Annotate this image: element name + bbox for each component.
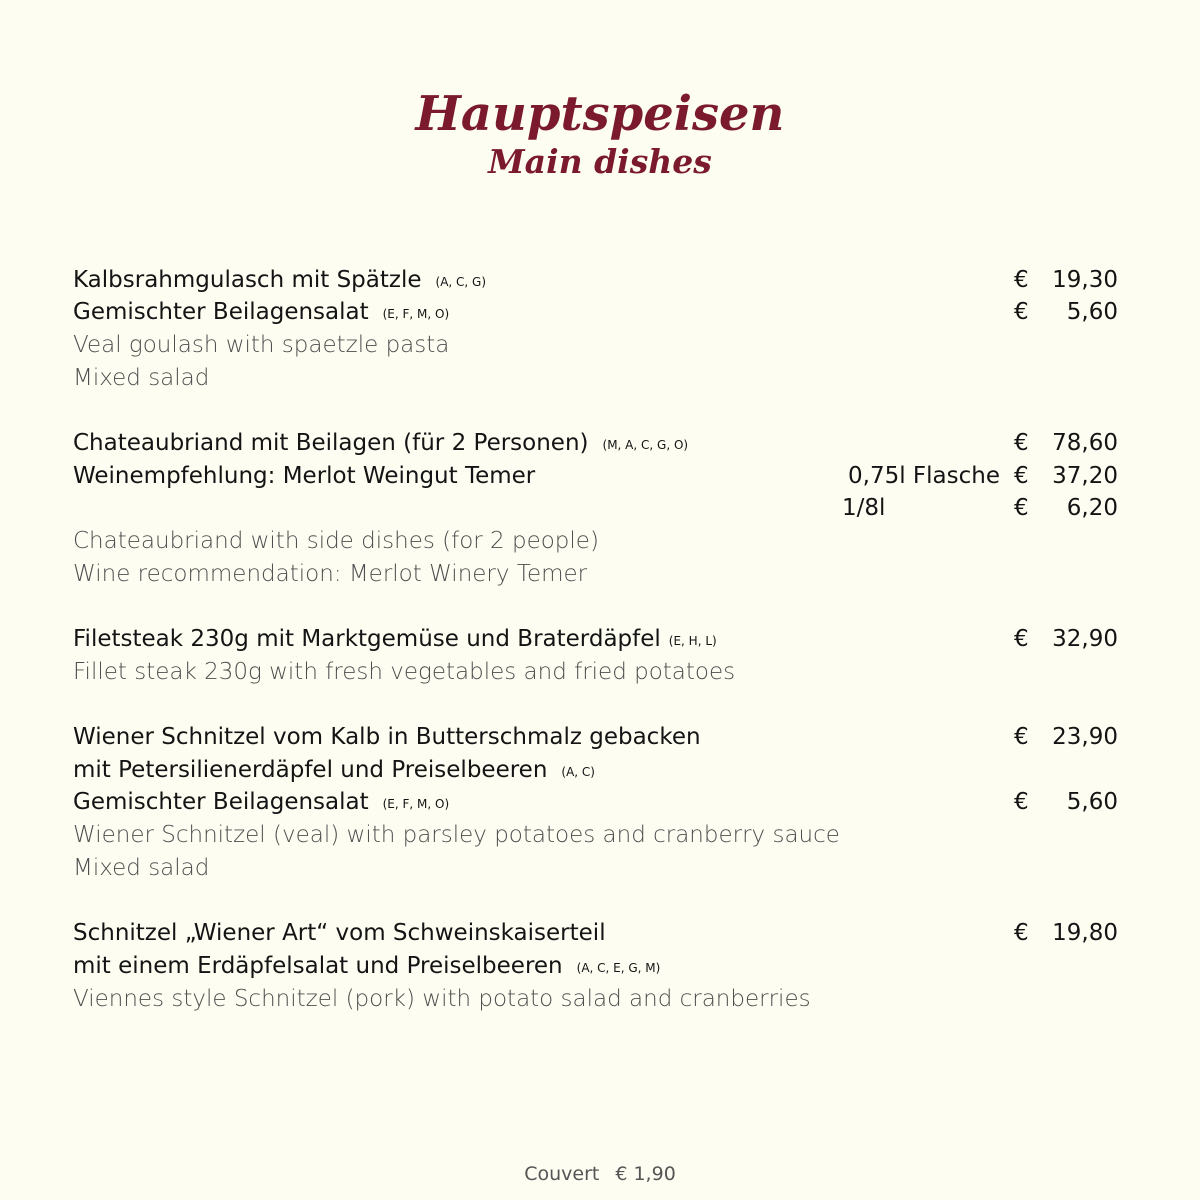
menu-title: Hauptspeisen: [415, 86, 785, 142]
dish-name-de: Schnitzel „Wiener Art“ vom Schweinskaiserteil: [73, 920, 606, 946]
dish-translation: Veal goulash with spaetzle pasta: [73, 332, 450, 358]
side-dish-name-de: [73, 786, 449, 819]
dish-price: [1014, 917, 1118, 950]
dish-name-de: [73, 427, 688, 460]
dish-price: [1014, 264, 1118, 297]
side-dish-translation: Mixed salad: [73, 365, 210, 391]
price-amount: 5,60: [1066, 299, 1118, 325]
allergen-codes: (E, F, M, O): [382, 797, 450, 811]
price-amount: 32,90: [1052, 626, 1118, 652]
side-dish-translation: Mixed salad: [73, 855, 210, 881]
dish-translation: Wiener Schnitzel (veal) with parsley potatoes and cranberry sauce: [73, 822, 840, 848]
allergen-codes: (A, C, E, G, M): [576, 961, 661, 975]
wine-recommendation-de: Weinempfehlung: Merlot Weingut Temer: [73, 463, 536, 489]
dish-name-text: mit Petersilienerdäpfel und Preiselbeeren: [73, 757, 548, 783]
couvert-charge: [0, 1160, 1200, 1188]
dish-price: [1014, 427, 1118, 460]
dish-name-text: Filetsteak 230g mit Marktgemüse und Braterdäpfel: [73, 626, 661, 652]
currency-symbol: €: [1014, 789, 1029, 815]
dish-translation: Chateaubriand with side dishes (for 2 people): [73, 528, 599, 554]
currency-symbol: €: [1014, 299, 1029, 325]
dish-price: [1014, 721, 1118, 754]
dish-name-de: [73, 623, 717, 656]
wine-glass-price: [1014, 492, 1118, 525]
dish-name-text: Chateaubriand mit Beilagen (für 2 Personen): [73, 430, 589, 456]
wine-translation: Wine recommendation: Merlot Winery Temer: [73, 561, 588, 587]
dish-name-de-cont: [73, 754, 595, 787]
currency-symbol: €: [1014, 430, 1029, 456]
dish-name-de: [73, 264, 486, 297]
price-amount: 37,20: [1052, 463, 1118, 489]
dish-name-text: Gemischter Beilagensalat: [73, 789, 369, 815]
price-amount: 19,30: [1052, 267, 1118, 293]
price-amount: 19,80: [1052, 920, 1118, 946]
allergen-codes: (A, C, G): [435, 275, 487, 289]
wine-bottle-price: [1014, 460, 1118, 493]
price-amount: 78,60: [1052, 430, 1118, 456]
wine-glass-size: 1/8l: [842, 495, 886, 521]
currency-symbol: €: [1014, 626, 1029, 652]
currency-symbol: €: [1014, 495, 1029, 521]
currency-symbol: €: [1014, 920, 1029, 946]
menu-subtitle: Main dishes: [488, 142, 712, 181]
allergen-codes: (A, C): [561, 765, 595, 779]
dish-price: [1014, 623, 1118, 656]
dish-translation: Fillet steak 230g with fresh vegetables and fried potatoes: [73, 659, 736, 685]
allergen-codes: (E, H, L): [668, 634, 717, 648]
price-amount: 23,90: [1052, 724, 1118, 750]
wine-bottle-size: 0,75l Flasche: [848, 463, 1000, 489]
dish-name-text: Gemischter Beilagensalat: [73, 299, 369, 325]
currency-symbol: €: [1014, 463, 1029, 489]
dish-name-text: mit einem Erdäpfelsalat und Preiselbeeren: [73, 953, 563, 979]
allergen-codes: (M, A, C, G, O): [602, 438, 689, 452]
couvert-label: Couvert: [524, 1163, 600, 1185]
currency-symbol: €: [1014, 267, 1029, 293]
dish-name-de: Wiener Schnitzel vom Kalb in Butterschmalz gebacken: [73, 724, 701, 750]
currency-symbol: €: [1014, 724, 1029, 750]
price-amount: 5,60: [1066, 789, 1118, 815]
side-dish-name-de: [73, 296, 449, 329]
side-dish-price: [1014, 296, 1118, 329]
price-amount: 6,20: [1066, 495, 1118, 521]
dish-name-de-cont: [73, 950, 660, 983]
dish-name-text: Kalbsrahmgulasch mit Spätzle: [73, 267, 422, 293]
side-dish-price: [1014, 786, 1118, 819]
allergen-codes: (E, F, M, O): [382, 307, 450, 321]
dish-translation: Viennes style Schnitzel (pork) with potato salad and cranberries: [73, 986, 811, 1012]
couvert-price: € 1,90: [615, 1163, 676, 1185]
